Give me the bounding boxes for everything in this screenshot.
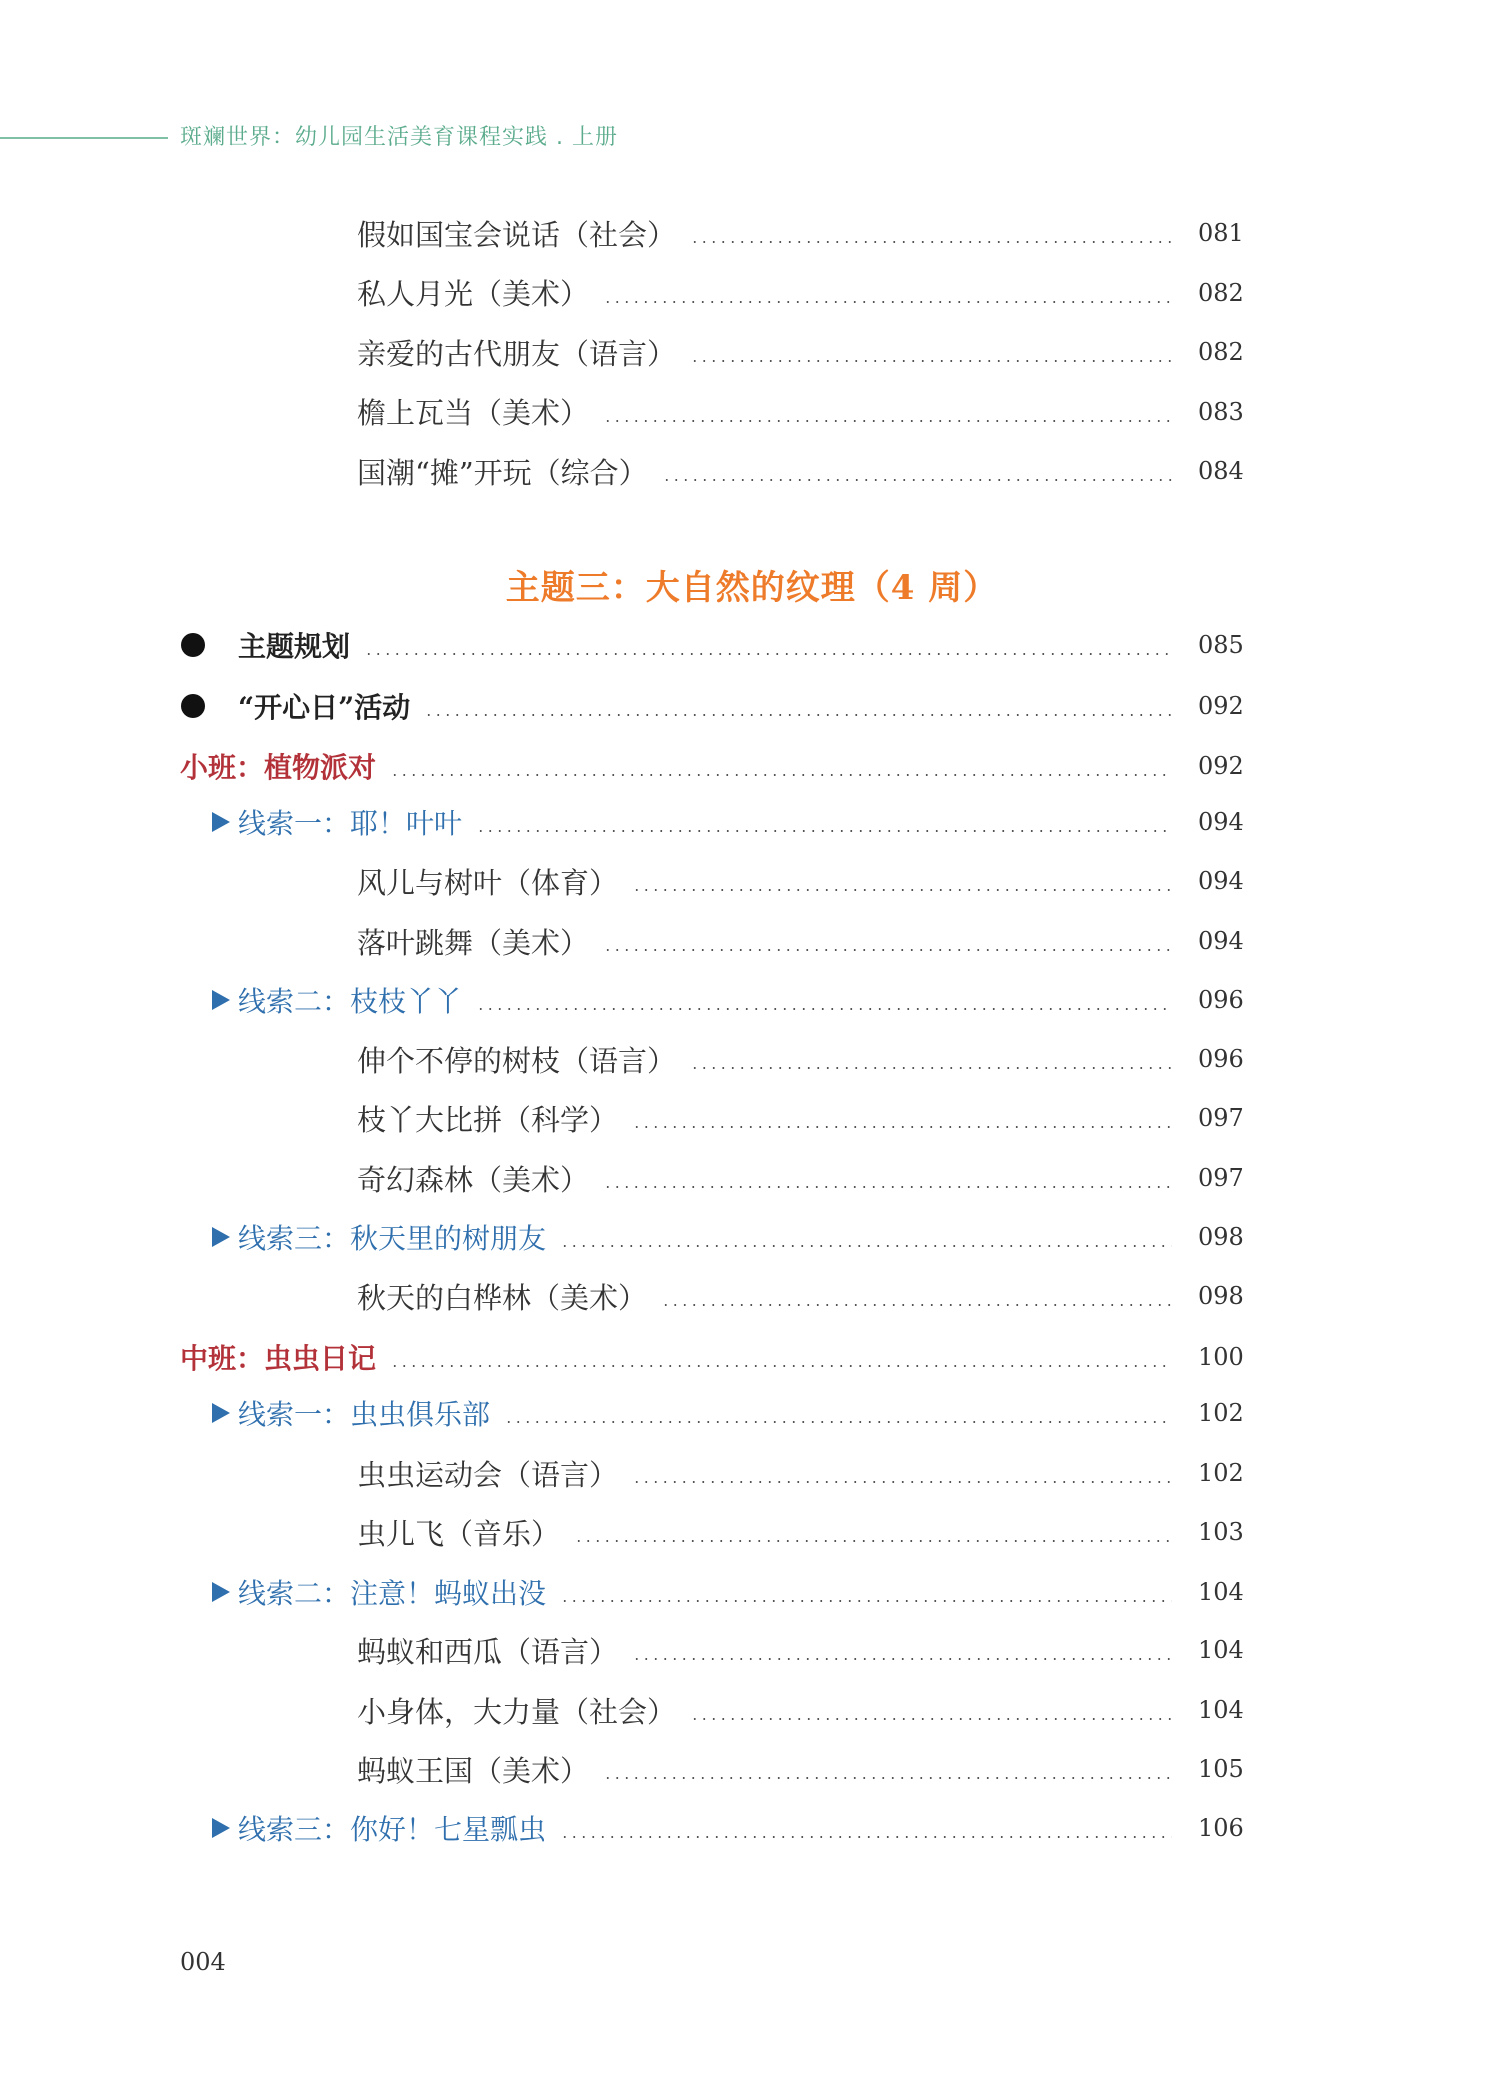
toc-entry-label: 风儿与树叶（体育） (357, 865, 619, 900)
triangle-icon (212, 1403, 230, 1423)
toc-entry-label: 蚂蚁和西瓜（语言） (357, 1634, 619, 1669)
toc-entry-item[interactable] (0, 268, 1504, 318)
toc-entry-page: 097 (1198, 1104, 1244, 1132)
toc-entry-page: 081 (1198, 219, 1244, 247)
toc-entry-label: 假如国宝会说话（社会） (357, 217, 677, 252)
dot-leader (504, 1421, 1172, 1423)
toc-entry-item[interactable] (0, 1507, 1504, 1557)
dot-leader (603, 1777, 1172, 1779)
toc-entry-page: 102 (1198, 1459, 1244, 1487)
triangle-icon (212, 1227, 230, 1247)
toc-entry-label: 线索一：耶！叶叶 (238, 807, 463, 840)
toc-entry-label: 奇幻森林（美术） (357, 1162, 590, 1197)
bullet-icon (181, 694, 205, 718)
toc-entry-item[interactable] (0, 327, 1504, 377)
toc-entry-item[interactable] (0, 446, 1504, 496)
dot-leader (603, 420, 1172, 422)
toc-entry-page: 094 (1198, 927, 1244, 955)
toc-entry-label: 蚂蚁王国（美术） (357, 1753, 590, 1788)
bullet-icon (181, 633, 205, 657)
toc-entry-page: 082 (1198, 278, 1244, 307)
dot-leader (574, 1540, 1172, 1542)
toc-entry-label: 线索二：枝枝丫丫 (238, 985, 463, 1018)
toc-entry-label: 中班：虫虫日记 (180, 1342, 377, 1375)
toc-entry-page: 092 (1198, 752, 1244, 780)
toc-entry-page: 100 (1198, 1343, 1244, 1371)
dot-leader (662, 479, 1172, 481)
toc-entry-page: 096 (1198, 1045, 1244, 1073)
toc-entry-item[interactable] (0, 1685, 1504, 1735)
toc-entry-label: 线索二：注意！蚂蚁出没 (238, 1577, 547, 1610)
toc-entry-clue[interactable] (0, 1567, 1504, 1617)
toc-entry-page: 106 (1198, 1814, 1244, 1842)
dot-leader (632, 1481, 1172, 1483)
toc-entry-label: 线索三：你好！七星瓢虫 (238, 1813, 547, 1846)
toc-entry-class[interactable] (0, 741, 1504, 791)
dot-leader (690, 360, 1172, 362)
dot-leader (690, 241, 1172, 243)
toc-entry-clue[interactable] (0, 797, 1504, 847)
dot-leader (632, 889, 1172, 891)
toc-entry-page: 104 (1198, 1696, 1244, 1724)
toc-entry-page: 097 (1198, 1164, 1244, 1192)
dot-leader (560, 1600, 1172, 1602)
dot-leader (560, 1836, 1172, 1838)
toc-entry-label: 线索一：虫虫俱乐部 (238, 1398, 491, 1431)
toc-entry-label: 伸个不停的树枝（语言） (357, 1043, 677, 1078)
triangle-icon (212, 1582, 230, 1602)
toc-entry-page: 094 (1198, 808, 1244, 836)
toc-entry-page: 104 (1198, 1578, 1244, 1606)
toc-entry-label: 线索三：秋天里的树朋友 (238, 1222, 547, 1255)
toc-entry-bullet[interactable] (0, 681, 1504, 731)
toc-entry-label: 国潮“摊”开玩（综合） (357, 455, 648, 490)
toc-entry-label: 虫儿飞（音乐） (357, 1516, 561, 1551)
toc-entry-item[interactable] (0, 1744, 1504, 1794)
toc-entry-page: 083 (1198, 397, 1244, 426)
toc-entry-page: 096 (1198, 986, 1244, 1014)
dot-leader (632, 1126, 1172, 1128)
dot-leader (603, 949, 1172, 951)
dot-leader (476, 830, 1172, 832)
toc-entry-page: 098 (1198, 1223, 1244, 1251)
toc-entry-page: 102 (1198, 1399, 1244, 1427)
toc-entry-label: 小身体，大力量（社会） (357, 1694, 677, 1729)
dot-leader (603, 1186, 1172, 1188)
triangle-icon (212, 812, 230, 832)
dot-leader (661, 1304, 1172, 1306)
dot-leader (390, 774, 1172, 776)
toc-entry-item[interactable] (0, 1153, 1504, 1203)
toc-entry-page: 105 (1198, 1755, 1244, 1783)
header-rule (0, 137, 168, 139)
toc-entry-label: “开心日”活动 (238, 691, 411, 724)
toc-entry-item[interactable] (0, 856, 1504, 906)
triangle-icon (212, 1818, 230, 1838)
toc-entry-item[interactable] (0, 1625, 1504, 1675)
dot-leader (390, 1365, 1172, 1367)
dot-leader (560, 1245, 1172, 1247)
toc-entry-page: 098 (1198, 1282, 1244, 1310)
page-number: 004 (180, 1948, 226, 1976)
toc-entry-page: 104 (1198, 1636, 1244, 1664)
toc-entry-item[interactable] (0, 1448, 1504, 1498)
toc-entry-page: 084 (1198, 457, 1244, 485)
toc-entry-page: 094 (1198, 867, 1244, 895)
toc-entry-bullet[interactable] (0, 620, 1504, 670)
toc-entry-class[interactable] (0, 1332, 1504, 1382)
dot-leader (632, 1658, 1172, 1660)
toc-entry-item[interactable] (0, 1093, 1504, 1143)
dot-leader (476, 1008, 1172, 1010)
toc-entry-clue[interactable] (0, 1803, 1504, 1853)
toc-entry-item[interactable] (0, 1271, 1504, 1321)
toc-entry-page: 092 (1198, 692, 1244, 720)
dot-leader (603, 301, 1172, 303)
toc-entry-label: 枝丫大比拼（科学） (357, 1102, 619, 1137)
toc-entry-label: 秋天的白桦林（美术） (357, 1280, 648, 1315)
toc-entry-clue[interactable] (0, 1212, 1504, 1262)
toc-entry-item[interactable] (0, 1034, 1504, 1084)
toc-entry-item[interactable] (0, 387, 1504, 437)
toc-entry-clue[interactable] (0, 1388, 1504, 1438)
toc-entry-item[interactable] (0, 208, 1504, 258)
toc-entry-label: 小班：植物派对 (180, 751, 377, 784)
dot-leader (690, 1718, 1172, 1720)
toc-entry-page: 103 (1198, 1518, 1244, 1546)
toc-entry-label: 檐上瓦当（美术） (357, 396, 590, 430)
triangle-icon (212, 990, 230, 1010)
theme-heading: 主题三：大自然的纹理（4 周） (505, 568, 999, 608)
toc-entry-page: 085 (1198, 631, 1244, 659)
running-header: 斑斓世界：幼儿园生活美育课程实践 . 上册 (180, 125, 618, 150)
toc-entry-label: 亲爱的古代朋友（语言） (357, 336, 677, 371)
toc-entry-label: 私人月光（美术） (357, 277, 590, 311)
toc-entry-page: 082 (1198, 338, 1244, 366)
dot-leader (364, 653, 1172, 655)
toc-entry-item[interactable] (0, 916, 1504, 966)
dot-leader (690, 1067, 1172, 1069)
dot-leader (424, 714, 1172, 716)
toc-entry-label: 虫虫运动会（语言） (357, 1457, 619, 1492)
toc-entry-clue[interactable] (0, 975, 1504, 1025)
toc-entry-label: 落叶跳舞（美术） (357, 925, 590, 960)
toc-entry-label: 主题规划 (238, 630, 351, 663)
